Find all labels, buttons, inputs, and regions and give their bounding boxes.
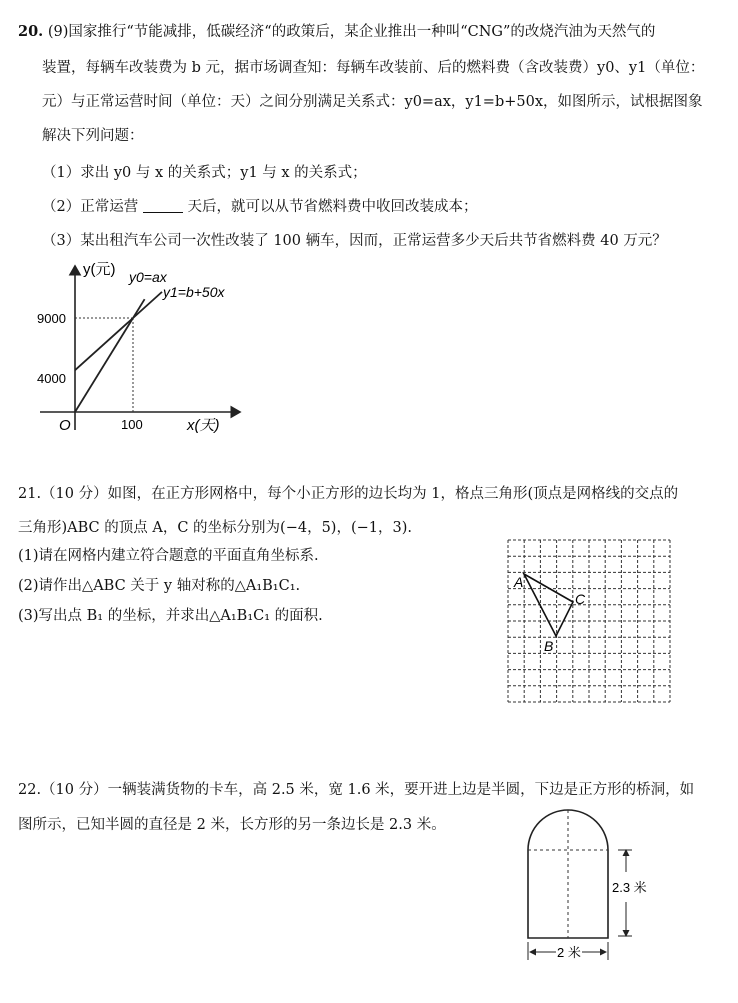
q20-sub2: [42, 197, 477, 217]
q21-sub3: (3)写出点 B₁ 的坐标，并求出△A₁B₁C₁ 的面积.: [18, 608, 323, 624]
q21-line1: 21.（10 分）如图，在正方形网格中，每个小正方形的边长均为 1，格点三角形(顶点是网格线的交点的: [18, 486, 679, 502]
series-line-y1: [75, 292, 162, 370]
label-y1: y1=b+50x: [163, 284, 225, 300]
x-axis-label: x(天): [187, 417, 220, 434]
vertex-c-label: C: [575, 591, 586, 607]
q20-graph: [35, 258, 275, 438]
q20-number: 20.: [18, 23, 44, 40]
tick-9000: 9000: [37, 311, 66, 326]
q20-line2: 装置，每辆车改装费为 b 元，据市场调查知：每辆车改装前、后的燃料费（含改装费）y0、y1（单位：: [42, 60, 705, 76]
tick-4000: 4000: [37, 371, 66, 386]
q20-sub3: （3）某出租汽车公司一次性改装了 100 辆车，因而，正常运营多少天后共节省燃料费 40 万元？: [42, 233, 667, 249]
height-label: 2.3 米: [612, 880, 647, 895]
y-axis-label: y(元): [83, 261, 116, 278]
label-y0: y0=ax: [129, 269, 167, 285]
q21-grid: [507, 539, 671, 703]
tick-100: 100: [121, 417, 143, 432]
q21-sub2: (2)请作出△ABC 关于 y 轴对称的△A₁B₁C₁.: [18, 578, 301, 594]
origin-label: O: [59, 417, 71, 434]
vertex-b-label: B: [544, 638, 554, 654]
q20-text-1: (9)国家推行“节能减排，低碳经济“的政策后，某企业推出一种叫“CNG”的改烧汽油为天然气的: [47, 24, 656, 40]
q20-sub2-a: （2）正常运营: [42, 199, 139, 215]
vertex-a-label: A: [514, 574, 524, 590]
q22-line2: 图所示，已知半圆的直径是 2 米，长方形的另一条边长是 2.3 米。: [18, 817, 446, 833]
q21-sub1: (1)请在网格内建立符合题意的平面直角坐标系.: [18, 548, 319, 564]
q22-tunnel-figure: [520, 806, 660, 966]
width-label: 2 米: [557, 945, 581, 960]
q20-line1: [18, 22, 655, 42]
q20-sub2-b: 天后，就可以从节省燃料费中收回改装成本；: [187, 199, 478, 215]
q20-line4: 解决下列问题：: [42, 128, 144, 144]
q20-sub1: （1）求出 y0 与 x 的关系式；y1 与 x 的关系式；: [42, 165, 367, 181]
q20-line3: 元）与正常运营时间（单位：天）之间分别满足关系式：y0=ax，y1=b+50x，如图所示，试根据图象: [42, 94, 703, 110]
q21-line2: 三角形)ABC 的顶点 A，C 的坐标分别为(−4，5)，(−1，3).: [18, 520, 412, 536]
answer-blank[interactable]: [143, 198, 183, 213]
q22-line1: 22.（10 分）一辆装满货物的卡车，高 2.5 米，宽 1.6 米，要开进上边是半圆，下边是正方形的桥洞，如: [18, 782, 695, 798]
